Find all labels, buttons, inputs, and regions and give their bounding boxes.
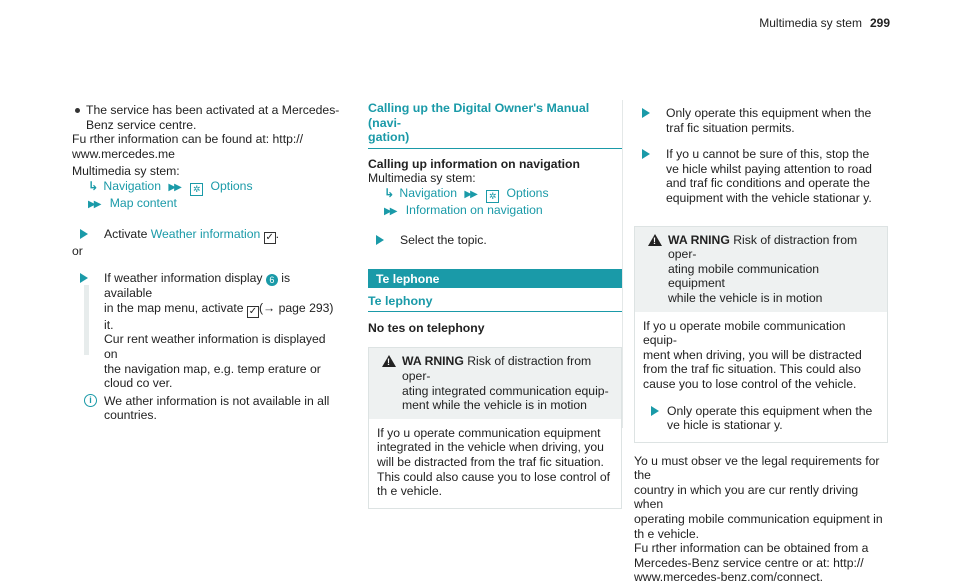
step-triangle-icon [80,229,88,239]
step2-text-e: Cur rent weather information is displayed on [104,332,326,361]
info-line2: countries. [104,408,157,423]
para-line6: Mercedes-Benz service centre or at: http:// [634,555,864,570]
info-icon: i [84,394,97,407]
warning-body-line3: will be distracted from the traf fic situation. [377,454,604,469]
callout-6-icon: 6 [266,274,278,286]
step2-line4: equipment with the vehicle stationar y. [666,190,872,205]
warning-line1: Risk of distraction from oper‐ [402,354,592,383]
warning-body-line5: th e vehicle. [377,484,443,499]
nav-options-link[interactable]: Options [210,178,253,193]
step-triangle-icon [642,149,650,159]
para-line3: operating mobile communication equipment in [634,512,883,527]
double-chevron-icon: ▶▶ [88,198,100,210]
step-triangle-icon [642,108,650,118]
step2-line2: ve hicle whilst paying attention to road [666,161,872,176]
para-line2: country in which you are cur rently driving when [634,482,859,512]
bullet-dot-icon [75,108,80,113]
digital-manual-heading-line2: gation) [368,130,410,145]
step-triangle-icon [80,273,88,283]
legal-paragraph [634,454,888,585]
step-operate-stationary [643,404,879,433]
warning-body-line2: integrated in the vehicle when driving, you [377,440,604,455]
para-line5: Fu rther information can be obtained from a [634,541,869,556]
nav-navigation-link[interactable]: Navigation [103,178,161,193]
step-activate: Activate Weather information ✓ . [72,227,340,244]
step3-line1: Only operate this equipment when the [667,403,873,418]
checkbox-checked-icon: ✓ [265,231,274,243]
warning-label: WA RNING [402,354,464,369]
column-1 [72,103,340,423]
page-header [759,16,890,31]
return-arrow-icon: ↳ [384,185,395,200]
warning-line2: ating integrated communication equip‐ [402,383,609,398]
step2-text-c: in the map menu, activate [104,300,244,315]
sub-heading: Calling up information on navigation [368,156,580,171]
para-line7: www.mercedes-benz.com/connect. [634,570,823,585]
double-chevron-icon: ▶▶ [384,205,396,217]
heading-rule [368,148,622,149]
step-block-b [634,147,888,205]
warning-box [368,347,622,508]
step-triangle-icon [376,235,384,245]
nav-path-line1 [368,186,622,203]
column-divider [622,100,623,428]
column-2 [368,101,622,509]
step-weather-display [72,271,340,391]
telephone-band: Te lephone [368,269,622,288]
further-info-line1: Fu rther information can be found at: http:// [72,132,304,147]
section-title: Multimedia sy stem [759,16,862,30]
bullet-text: The service has been activated at a Mercedes-Benz service centre. [86,103,340,132]
or-text: or [72,243,83,258]
step2-line1: If yo u cannot be sure of this, stop the [666,147,870,162]
step-triangle-icon [651,406,659,416]
warning-line3: while the vehicle is in motion [668,290,823,305]
step-stop-vehicle [634,147,888,205]
warning-label: WA RNING [668,232,730,247]
warning-line1: Risk of distraction from oper‐ [668,232,858,262]
digital-manual-heading-line1: Calling up the Digital Owner's Manual (navi‐ [368,101,590,130]
step2-text-d: it. [104,317,114,332]
nav-navigation-link[interactable]: Navigation [399,185,457,200]
warning-body-line4: This could also cause you to lose control of [377,469,611,484]
step3-line2: ve hicle is stationar y. [667,418,783,433]
step2-text-a: If weather information display [104,271,263,286]
step2-text-b: is available [104,271,291,301]
warning-line3: ment while the vehicle is in motion [402,398,587,413]
gear-icon: ✲ [190,183,203,196]
double-chevron-icon: ▶▶ [464,188,476,200]
para-line4: th e vehicle. [634,526,700,541]
checkbox-checked-icon: ✓ [248,305,258,317]
nav-path-line2 [368,203,622,220]
page-number: 299 [869,16,890,30]
step2-line3: and traf fic conditions and operate the [666,176,870,191]
warning-body-line1: If yo u operate communication equipment [377,425,601,440]
page-ref-link[interactable]: (→ page 293) [258,300,334,315]
notes-heading: No tes on telephony [368,320,485,335]
system-label: Multimedia sy stem: [72,164,180,179]
activate-prefix: Activate [104,226,148,241]
nav-path-line2 [72,196,340,213]
warning-line2: ating mobile communication equipment [668,261,820,291]
nav-path-line1 [72,179,340,196]
warning-body-line4: cause you to lose control of the vehicle. [643,376,857,391]
system-label: Multimedia sy stem: [368,171,476,186]
telephony-heading: Te lephony [368,294,433,309]
para-line1: Yo u must obser ve the legal requirements for the [634,453,880,483]
step-block-2 [72,271,340,391]
warning-body-line1: If yo u operate mobile communication equip‐ [643,318,846,348]
step2-text-g: cloud co ver. [104,376,173,391]
nav-options-link[interactable]: Options [506,185,549,200]
warning-triangle-icon [648,234,662,246]
warning-triangle-icon [382,355,396,367]
nav-info-link[interactable]: Information on navigation [405,202,543,217]
step2-text-f: the navigation map, e.g. temp erature or [104,361,321,376]
warning-header [635,227,887,312]
column-3 [634,106,888,585]
info-line1: We ather information is not available in all [104,393,330,408]
double-chevron-icon: ▶▶ [168,181,180,193]
gear-icon: ✲ [486,190,499,203]
step1-line1: Only operate this equipment when the [666,106,872,120]
telephony-rule [368,311,622,312]
warning-body [369,419,621,508]
further-info-line2: www.mercedes.me [72,146,175,161]
step-block-1 [72,227,340,244]
step-block-a [634,106,888,135]
warning-box [634,226,888,443]
info-note [72,394,340,423]
warning-body-line2: ment when driving, you will be distracted [643,347,862,362]
select-topic-text: Select the topic. [400,232,487,247]
warning-header [369,348,621,418]
nav-map-content-link[interactable]: Map content [109,195,177,210]
warning-body [635,312,887,442]
warning-body-line3: from the traf fic situation. This could also [643,362,861,377]
step-operate-traffic [634,106,888,135]
step1-line2: traf fic situation permits. [666,120,795,135]
return-arrow-icon: ↳ [88,178,99,193]
step-select-topic [368,233,622,248]
bullet-item [72,103,340,132]
weather-information-link[interactable]: Weather information [150,226,261,241]
